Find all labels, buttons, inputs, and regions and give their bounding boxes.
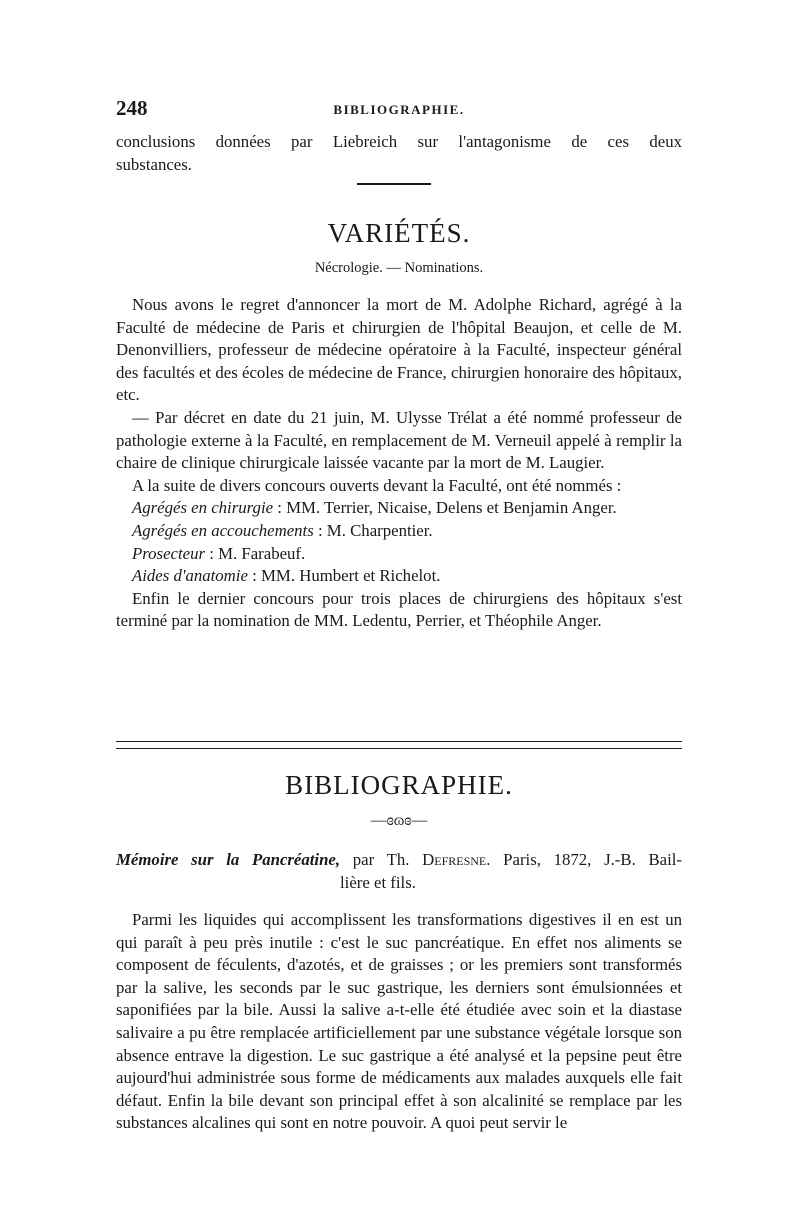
varietes-paragraph-4: Enfin le dernier concours pour trois places de chirurgiens des hôpitaux s'est terminé par la nomination de MM. Ledentu, Perrier, et Théophile Anger. — [116, 588, 682, 631]
prosecteur-value: : M. Farabeuf. — [209, 543, 306, 563]
agreges-chirurgie-value: : MM. Terrier, Nicaise, Delens et Benjamin Anger. — [277, 498, 617, 518]
book-entry — [116, 849, 682, 894]
book-author: Defresne — [422, 850, 487, 869]
continuation-paragraph — [116, 131, 682, 176]
review-paragraph: Parmi les liquides qui accomplissent les transformations digestives il en est un qui paraît à peu près inutile : c'est le suc pancréatique. En effet nos aliments se composent de féculents, d'azotés, et de graisses ; or les premiers sont transformés par la salive, les seconds par le suc gastrique, les derniers sont émulsionnées et saponifiées par la bile. Aussi la salive a-t-elle été étudiée avec soin et la diastase salivaire a pu être remplacée artificiellement par une substance végétale lorsque son absence entrave la digestion. Le suc gastrique a été analysé et la pepsine peut être aujourd'hui administrée sous forme de médicaments aux malades auxquels elle fait défaut. Enfin la bile devant son principal effet à son alcalinité se remplace par les substances alcalines qui sont en notre pouvoir. A quoi peut servir le — [116, 910, 682, 1133]
prosecteur-line — [116, 543, 682, 566]
short-rule-divider — [357, 183, 431, 185]
varietes-paragraph-1: Nous avons le regret d'annoncer la mort de M. Adolphe Richard, agrégé à la Faculté de médecine de Paris et chirurgien de l'hôpital Beaujon, et celle de M. Denonvilliers, professeur de médecine opératoire à la Faculté, inspecteur général des facultés et des écoles de médecine de France, chirurgien honoraire des hôpitaux, etc. — [116, 295, 682, 405]
agreges-accouchements-label: Agrégés en accouchements — [132, 520, 314, 540]
book-by: par Th. — [352, 850, 410, 869]
agreges-chirurgie-line — [116, 497, 682, 520]
varietes-title: VARIÉTÉS. — [327, 218, 471, 248]
agreges-chirurgie-label: Agrégés en chirurgie — [132, 498, 274, 518]
varietes-body — [116, 294, 682, 633]
agreges-accouchements-value: : M. Charpentier. — [317, 520, 433, 540]
review-body — [116, 909, 682, 1135]
book-publication-2: lière et fils. — [340, 872, 416, 892]
book-entry-line-1 — [116, 849, 682, 872]
book-publication-1: . Paris, 1872, J.-B. Bail- — [486, 850, 683, 869]
page-header — [116, 96, 682, 122]
aides-anatomie-label: Aides d'anatomie — [132, 566, 248, 586]
continuation-line-1: conclusions données par Liebreich sur l'antagonisme de ces deux — [116, 132, 682, 151]
prosecteur-label: Prosecteur — [132, 543, 206, 563]
agreges-accouchements-line — [116, 520, 682, 543]
bibliographie-title: BIBLIOGRAPHIE. — [285, 770, 513, 800]
aides-anatomie-line — [116, 565, 682, 588]
ornament-divider: —ɞɷɞ— — [370, 812, 428, 829]
aides-anatomie-value: : MM. Humbert et Richelot. — [252, 566, 441, 586]
page-number: 248 — [116, 96, 148, 120]
varietes-paragraph-2: — Par décret en date du 21 juin, M. Ulysse Trélat a été nommé professeur de pathologie externe à la Faculté, en remplacement de M. Verneuil appelé à remplir la chaire de clinique chirurgicale laissée vacante par la mort de M. Laugier. — [116, 407, 682, 473]
book-title: Mémoire sur la Pancréatine, — [116, 850, 341, 869]
running-head: BIBLIOGRAPHIE. — [333, 102, 465, 117]
section-double-rule — [116, 741, 682, 749]
varietes-paragraph-3: A la suite de divers concours ouverts devant la Faculté, ont été nommés : — [132, 475, 622, 495]
varietes-subtitle: Nécrologie. — Nominations. — [314, 260, 484, 276]
continuation-line-2: substances. — [116, 154, 192, 174]
